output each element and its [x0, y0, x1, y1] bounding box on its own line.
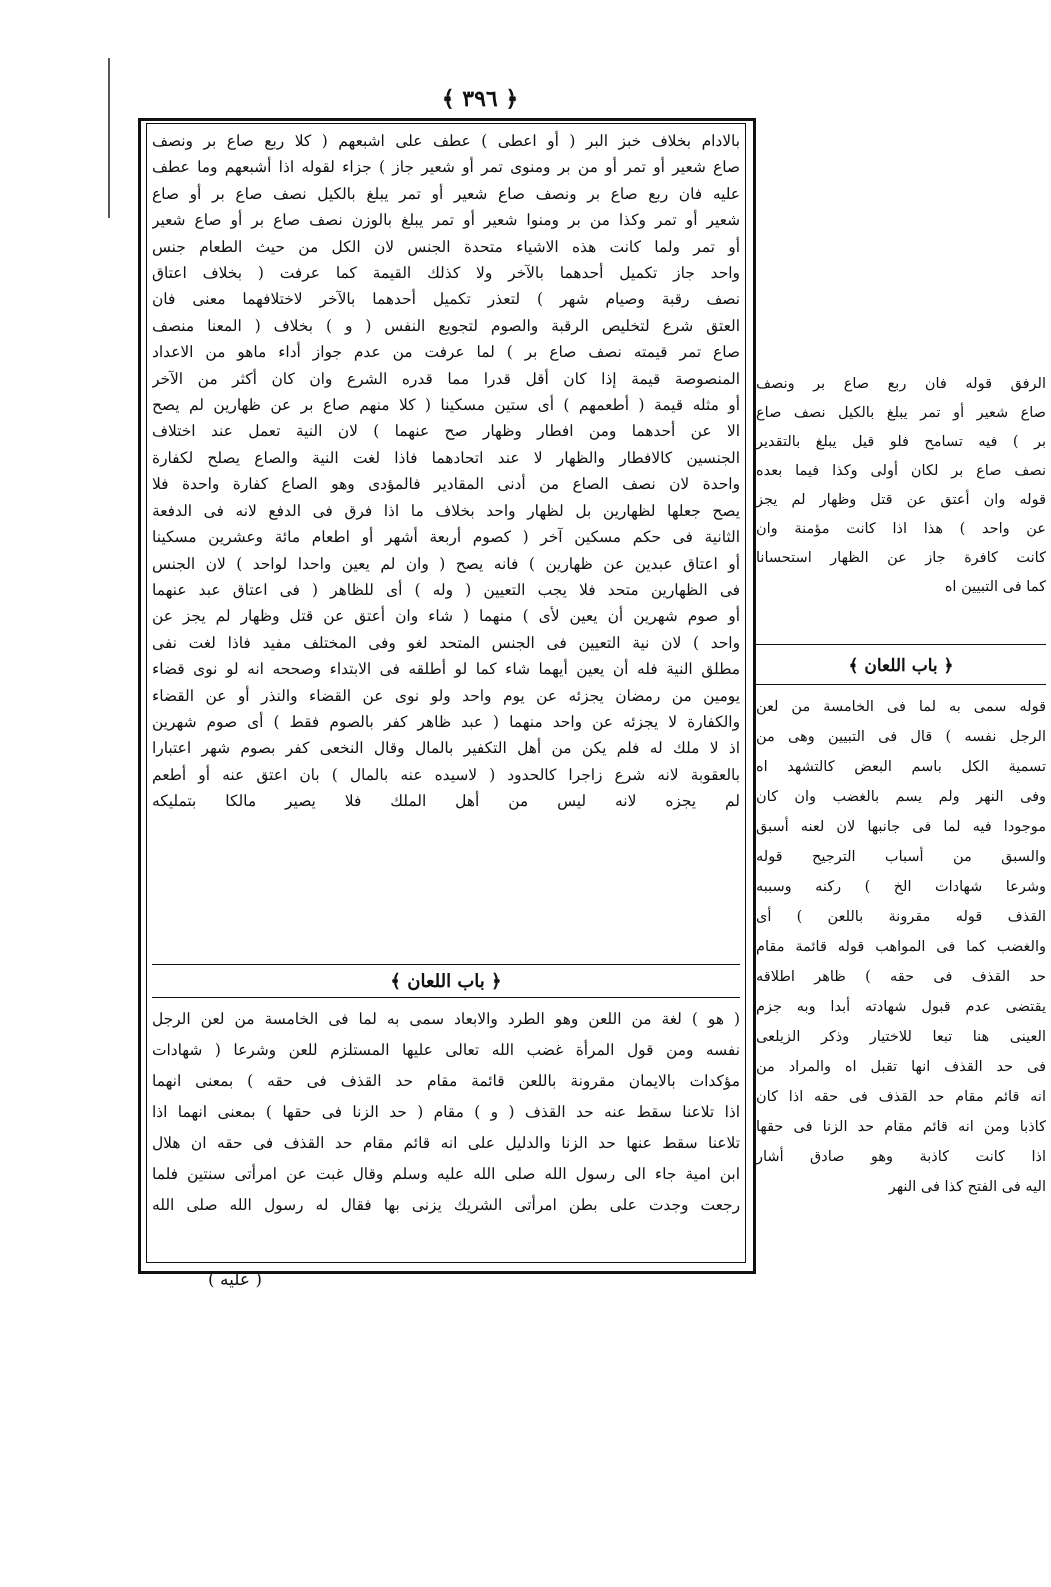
margin-commentary-2 — [756, 692, 1046, 1272]
margin-line: عن واحد ) هذا اذا كانت مؤمنة وان — [756, 521, 1046, 537]
margin-line: بر ) فيه تسامح فلو قيل يبلغ بالتقدير — [756, 434, 1046, 450]
margin-line: انه قائم مقام حد القذف فى حقه اذا كان — [756, 1089, 1046, 1105]
text-line: أو صوم شهرين أن يعين لأى ) منهما ( شاء وان أعتق عن قتل وظهار لم يجز عن — [152, 607, 740, 626]
margin-line: صاع شعير أو تمر يبلغ بالكيل نصف صاع — [756, 405, 1046, 421]
text-line: المنصوصة قيمة إذا كان أقل قدرا مما قدره الشرع وان كان أكثر من الآخر — [152, 369, 740, 388]
margin-line: قوله سمى به لما فى الخامسة من لعن — [756, 699, 1046, 715]
margin-line: والسبق من أسباب الترجيح قوله — [756, 849, 1046, 865]
text-line: واحد جاز تكميل أحدهما بالآخر ولا كذلك القيمة كما عرفت ( بخلاف اعتاق — [152, 264, 740, 283]
margin-line: يقتضى عدم قبول شهادته أبدا وبه جزم — [756, 999, 1046, 1015]
text-line: لم يجزه لانه ليس من أهل الملك فلا يصير مالكا بتمليكه — [152, 792, 740, 811]
text-line: يصح جعلها لظهارين بل لظهار واحد بخلاف ما اذا فرق فى الدفع لانه فى الدفعة — [152, 501, 740, 520]
text-line: واحد ) لان نية التعيين فى الجنس المتحد لغو وفى المختلف مفيد فاذا لغت نفى — [152, 633, 740, 652]
text-line: اذ لا ملك له فلم يكن من أهل التكفير بالمال وقال النخعى كفر بصوم شهر اعتبارا — [152, 739, 740, 758]
margin-line: وفى النهر ولم يسم بالغضب وان كان — [756, 789, 1046, 805]
margin-line: نصف صاع بر لكان أولى وكذا فيما بعده — [756, 463, 1046, 479]
margin-line: اليه فى الفتح كذا فى النهر — [888, 1179, 1046, 1195]
text-line: والكفارة لا يجزئه عن واحد منهما ( عبد ظاهر كفر بالصوم فقط ) أى صوم شهرين — [152, 712, 740, 731]
catchword: ( عليه ) — [207, 1270, 263, 1290]
text-line: الجنسين كالافطار والظهار لا عند اتحادهما فاذا لغت النية والصاع يصلح لكفارة — [152, 448, 740, 467]
margin-line: وشرعا شهادات الخ ) ركنه وسببه — [756, 879, 1046, 895]
text-line: أو مثله قيمة ( أطعمهم ) أى ستين مسكينا ( كلا منهم صاع بر عن ظهارين لم يصح — [152, 396, 740, 415]
text-line: نفسه ومن قول المرأة غضب الله تعالى عليها المستلزم للعن وشرعا ( شهادات — [152, 1041, 740, 1059]
margin-line: كانت كافرة جاز عن الظهار استحسانا — [756, 550, 1046, 566]
margin-line: فى حد القذف انها تقبل اه والمراد من — [756, 1059, 1046, 1075]
margin-line: كما فى التبيين اه — [944, 579, 1046, 595]
lian-text-block — [152, 1004, 740, 1254]
margin-line: قوله وان أعتق عن قتل وظهار لم يجز — [756, 492, 1046, 508]
margin-paragraph — [756, 370, 1046, 602]
text-line: بالعقوبة لانه شرع زاجرا كالحدود ( لاسيده عنه بالمال ) بان اعتق عنه أو أطعم — [152, 765, 740, 784]
text-line: شعير أو تمر وكذا من بر ومنوا شعير أو تمر يبلغ بالوزن نصف صاع بر أو صاع شعير — [152, 211, 740, 230]
margin-divider — [756, 644, 1046, 645]
margin-line: القذف قوله مقرونة باللعن ) أى — [756, 909, 1046, 925]
text-line: رجعت وجدت على بطن امرأتى الشريك يزنى بها فقال له رسول الله صلى الله — [152, 1196, 740, 1214]
margin-line: والغضب كما فى المواهب قوله قائمة مقام — [756, 939, 1046, 955]
text-line: أو تمر ولما كانت هذه الاشياء متحدة الجنس لان الكل من حيث الطعام جنس — [152, 237, 740, 256]
text-line: صاع شعير أو تمر أو من بر ومنوى تمر أو شعير جاز ) جزاء لقوله اذا أشبعهم وما عطف — [152, 158, 740, 177]
text-line: ( هو ) لغة من اللعن وهو الطرد والابعاد سمى به لما فى الخامسة من لعن الرجل — [152, 1010, 740, 1028]
margin-line: موجودا فيه لما فى جانبها لان لعنه أسبق — [756, 819, 1046, 835]
margin-line: كاذبا ومن انه قائم مقام حد الزنا فى حقها — [756, 1119, 1046, 1135]
text-line: عليه فان ربع صاع بر ونصف صاع شعير أو تمر يبلغ بالكيل نصف صاع بر أو صاع — [152, 184, 740, 203]
margin-divider — [756, 684, 1046, 685]
text-line: الثانية فى حكم مسكين آخر ( كصوم أربعة أشهر أو اطعام مائة وعشرين مسكينا — [152, 528, 740, 547]
text-line: نصف رقبة وصيام شهر ) لتعذر تكميل أحدهما بالآخر لاختلافهما معنى فان — [152, 290, 740, 309]
text-line: صاع تمر قيمته نصف صاع بر ) لما عرفت من عدم جواز أداء ماهو من الاعداد — [152, 343, 740, 362]
page-number: ﴿ ٣٩٦ ﴾ — [441, 86, 519, 112]
margin-line: الرفق قوله فان ربع صاع بر ونصف — [756, 376, 1046, 392]
text-line: اذا تلاعنا سقط عنه حد القذف ( و ) مقام ( حد الزنا فى حقها ) بمعنى انهما اذا — [152, 1103, 740, 1121]
text-line: العتق شرع لتخليص الرقبة والصوم لتجويع النفس ( و ) بخلاف ( المعنا منصف — [152, 316, 740, 335]
lian-chapter-heading: ﴿ باب اللعان ﴾ — [152, 964, 740, 998]
text-line: الا عن أحدهما ومن افطار وظهار صح عنهما ) لان النية تعمل عند اختلاف — [152, 422, 740, 441]
margin-line: الرجل نفسه ) قال فى التبيين وهى من — [756, 729, 1046, 745]
text-line: مؤكدات بالايمان مقرونة باللعن قائمة مقام حد القذف فى حقه ) بمعنى انهما — [152, 1072, 740, 1090]
margin-chapter-heading: ﴿ باب اللعان ﴾ — [848, 655, 954, 676]
margin-line: حد القذف فى حقه ) ظاهر اطلاقه — [756, 969, 1046, 985]
margin-line: تسمية الكل باسم البعض كالتشهد اه — [756, 759, 1046, 775]
text-line: يومين من رمضان يجزئه عن يوم واحد ولو نوى عن القضاء والنذر أو عن القضاء — [152, 686, 740, 705]
margin-line: العينى هنا تبعا للاختيار وذكر الزيلعى — [756, 1029, 1046, 1045]
text-line: أو اعتاق عبدين عن ظهارين ) فانه يصح ( وان لم يعين واحدا لواحد ) لان الجنس — [152, 554, 740, 573]
text-line: ابن امية جاء الى رسول الله صلى الله عليه وسلم وقال غبت عن امرأتى سنتين فلما — [152, 1165, 740, 1183]
margin-line: اذا كانت كاذبة وهو صادق أشار — [756, 1149, 1046, 1165]
text-line: تلاعنا سقط عنها حد الزنا والدليل على انه قائم مقام حد القذف فى حقه ان هلال — [152, 1134, 740, 1152]
margin-commentary-1 — [756, 370, 1046, 602]
text-line: مطلق النية فله أن يعين أيهما شاء كما لو أطلقه فى الابتداء وصححه انه لو نوى قضاء — [152, 660, 740, 679]
text-line: بالادام بخلاف خبز البر ( أو اعطى ) عطف على اشبعهم ( كلا ربع صاع بر ونصف — [152, 132, 740, 150]
main-text-block — [152, 128, 740, 958]
text-line: فى الظهارين متحد فلا يجب التعيين ( وله ) أى للظاهر ( فى اعتاق عبد عنهما — [152, 580, 740, 599]
text-line: واحدة لان نصف الصاع من أدنى المقادير فالمؤدى وهو الصاع كفارة واحدة فلا — [152, 475, 740, 494]
binding-edge — [108, 58, 110, 218]
